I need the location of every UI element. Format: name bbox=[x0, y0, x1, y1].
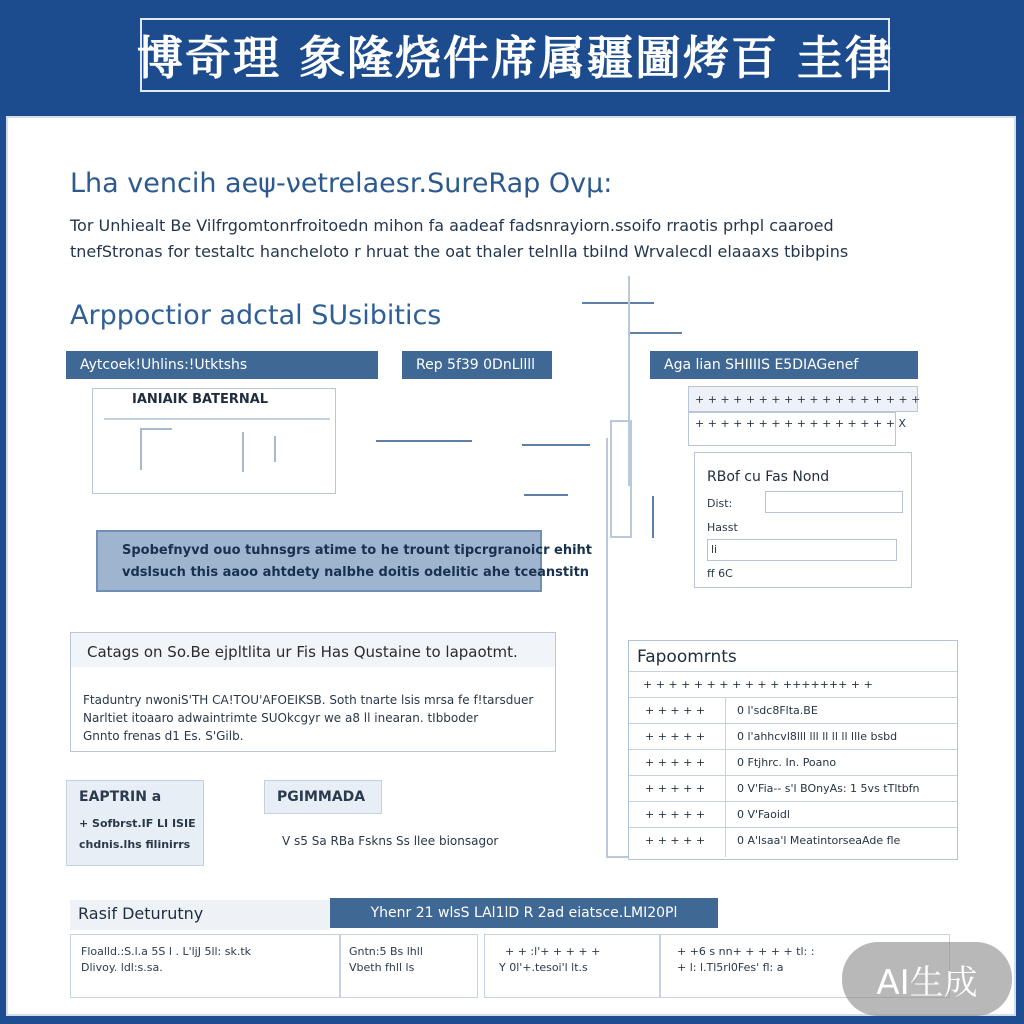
bottom-box-3-line-2: Y 0l'+.tesoi'l lt.s bbox=[499, 961, 588, 974]
right-panel-row-1 bbox=[688, 386, 921, 412]
intro-line-1: Tor Unhiealt Be Vilfrgomtonrfroitoedn mihon fa aadeaf fadsnrayiorn.ssoifo rraotis prhpl caaroed bbox=[70, 216, 834, 235]
table-row-right: 0 Ftjhrc. In. Poano bbox=[737, 756, 837, 769]
small-chip-title: EAPTRIN a bbox=[79, 789, 162, 805]
table-row-left: + + + + + bbox=[645, 808, 706, 821]
middle-tab[interactable]: Rep 5f39 0DnLllll bbox=[402, 351, 552, 379]
ai-generated-badge: AI生成 bbox=[842, 942, 1012, 1016]
table-row-right: 0 l'sdc8Flta.BE bbox=[737, 704, 818, 717]
callout-line-1: Spobefnyvd ouo tuhnsgrs atime to he trount tipcrgranoicr ehiht bbox=[122, 543, 593, 558]
bottom-box-1-line-2: Dlivoy. ldl:s.sa. bbox=[81, 961, 163, 974]
bottom-box-1 bbox=[70, 934, 340, 998]
arrow-top bbox=[582, 302, 654, 304]
table-row-left: + + + + + bbox=[645, 834, 706, 847]
table-row-right: 0 V'Faoidl bbox=[737, 808, 790, 821]
banner-title: 博奇理 象隆烧件席属疆圖烤百 圭律 bbox=[140, 18, 890, 92]
results-table bbox=[628, 640, 958, 860]
table-row[interactable] bbox=[629, 749, 957, 776]
connector-v-2 bbox=[606, 438, 608, 858]
small-chip-line-2: chdnis.lhs filinirrs bbox=[79, 838, 191, 851]
bottom-box-3-line-1: + + :l'+ + + + + bbox=[505, 945, 601, 958]
small-chip-line-1: + Sofbrst.IF LI ISIE bbox=[79, 817, 196, 830]
table-row-left: + + + + + bbox=[645, 704, 706, 717]
bottom-label: Rasif Deturutny bbox=[78, 904, 204, 923]
left-panel-tab[interactable]: Aytcoek!Uhlins:!Utktshs bbox=[66, 351, 378, 379]
table-header-text: + + + + + + + + + + + +++++++ + + bbox=[643, 678, 873, 691]
callout-box bbox=[96, 530, 593, 592]
lower-left-line-3: Gnnto frenas d1 Es. S'Gilb. bbox=[83, 729, 244, 743]
header-banner bbox=[0, 0, 1024, 116]
right-form-title: RBof cu Fas Nond bbox=[707, 469, 830, 485]
table-column-divider bbox=[725, 697, 726, 857]
table-row[interactable] bbox=[629, 697, 957, 724]
arrow-double bbox=[522, 444, 590, 446]
callout-line-2: vdslsuch this aaoo ahtdety nalbhe doitis odelitic ahe tceanstitn bbox=[122, 565, 590, 580]
table-row-right: 0 V'Fia-- s'l BOnyAs: 1 5vs tTltbfn bbox=[737, 782, 920, 795]
table-title: Fapoomrnts bbox=[637, 647, 737, 667]
bottom-box-4-line-1: + +6 s nn+ + + + + tl: : bbox=[677, 945, 815, 958]
right-panel-tab[interactable]: Aga lian SHIIIIS E5DIAGenef bbox=[650, 351, 918, 379]
left-panel-sketch-3 bbox=[274, 436, 276, 462]
arrow-right-lower bbox=[524, 494, 568, 496]
right-panel-text-2: + + + + + + + + + + + + + + + + X bbox=[695, 417, 906, 430]
connector-bracket bbox=[610, 420, 632, 538]
bottom-box-2-line-2: Vbeth fhll ls bbox=[349, 961, 415, 974]
bottom-tab[interactable]: Yhenr 21 wlsS LAl1lD R 2ad eiatsce.LMI20Pl bbox=[330, 898, 718, 928]
lower-left-line-1: Ftaduntry nwoniS'TH CA!TOU'AFOEIKSB. Soth tnarte lsis mrsa fe f!tarsduer bbox=[83, 693, 534, 707]
right-form-label-2: Hasst bbox=[707, 521, 738, 534]
intro-line-2: tnefStronas for testaltc hancheloto r hruat the oat thaler telnlla tbiInd Wrvalecdl elaaaxs tbibpins bbox=[70, 242, 849, 261]
table-row-right: 0 A'lsaa'l MeatintorseaAde fle bbox=[737, 834, 901, 847]
lower-left-line-2: Narltiet itoaaro adwaintrimte SUOkcgyr we a8 ll inearan. tIbboder bbox=[83, 711, 479, 725]
table-row-left: + + + + + bbox=[645, 730, 706, 743]
bottom-box-1-line-1: Floalld.:S.l.a 5S l . L'ljJ 5ll: sk.tk bbox=[81, 945, 252, 958]
left-panel-divider bbox=[104, 418, 330, 420]
right-form-label-3: li bbox=[711, 543, 718, 556]
table-header bbox=[629, 671, 957, 698]
right-panel-text-1: + + + + + + + + + + + + + + + + + + bbox=[695, 393, 921, 406]
mid-chip-line: V s5 Sa RBa Fskns Ss llee bionsagor bbox=[282, 834, 499, 848]
right-form-label-4: ff 6C bbox=[707, 567, 733, 580]
table-row[interactable] bbox=[629, 801, 957, 828]
table-row[interactable] bbox=[629, 723, 957, 750]
bottom-box-3 bbox=[484, 934, 660, 998]
left-panel-title: IANIAIK BATERNAL bbox=[132, 392, 269, 407]
table-row-left: + + + + + bbox=[645, 756, 706, 769]
mid-chip[interactable] bbox=[264, 780, 382, 814]
arrow-top-2 bbox=[630, 332, 682, 334]
table-row[interactable] bbox=[629, 827, 957, 854]
headline: Lha vencih aeψ-νetrelaesr.SureRap Ovµ: bbox=[70, 168, 613, 199]
table-row-right: 0 l'ahhcvl8lll lll ll ll ll llle bsbd bbox=[737, 730, 898, 743]
bottom-box-4-line-2: + l: l.Tl5rl0Fes' fl: a bbox=[677, 961, 784, 974]
table-row[interactable] bbox=[629, 775, 957, 802]
mid-chip-title: PGIMMADA bbox=[277, 789, 366, 805]
bottom-box-2 bbox=[340, 934, 478, 998]
arrow-down-right bbox=[652, 496, 654, 538]
lower-left-panel bbox=[70, 632, 556, 752]
right-form bbox=[694, 452, 912, 588]
lower-left-title: Catags on So.Be ejpltlita ur Fis Has Qustaine to lapaotmt. bbox=[87, 643, 518, 661]
right-panel-row-2 bbox=[688, 412, 906, 446]
left-panel-sketch-1 bbox=[140, 428, 172, 470]
section-title: Arppoctior adctal SUsibitics bbox=[70, 300, 442, 331]
content-sheet bbox=[6, 116, 1016, 1016]
right-form-input-2[interactable] bbox=[707, 539, 897, 561]
table-row-left: + + + + + bbox=[645, 782, 706, 795]
arrow-left bbox=[376, 440, 472, 442]
bottom-box-2-line-1: Gntn:5 Bs lhll bbox=[349, 945, 423, 958]
right-form-input-1[interactable] bbox=[765, 491, 903, 513]
small-chip[interactable] bbox=[66, 780, 204, 866]
left-panel-sketch-2 bbox=[242, 432, 244, 472]
right-form-label-1: Dist: bbox=[707, 497, 733, 510]
